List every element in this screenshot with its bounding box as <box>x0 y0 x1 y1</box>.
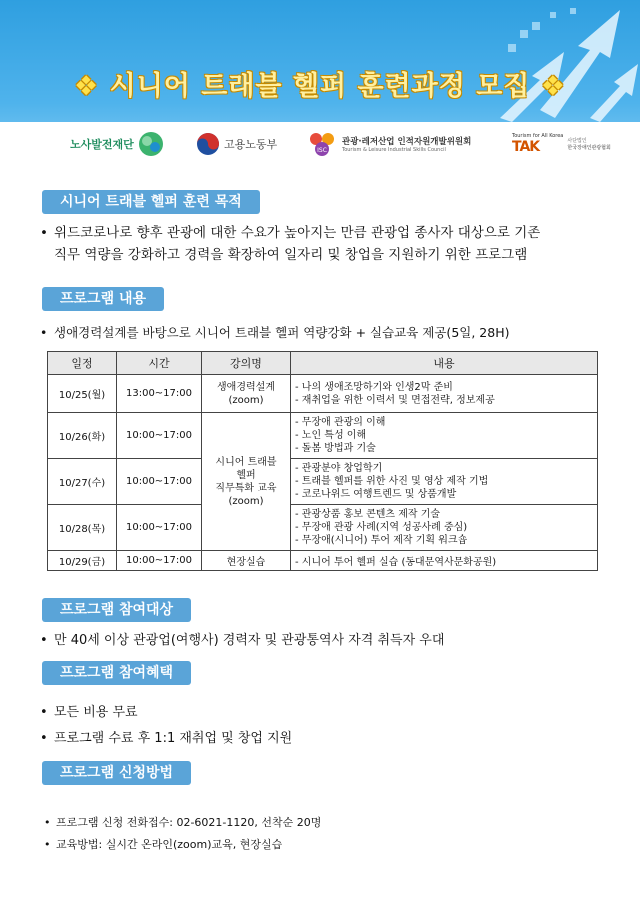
cell-time: 10:00~17:00 <box>117 505 202 551</box>
purpose-line: 직무 역량을 강화하고 경력을 확장하여 일자리 및 창업을 지원하기 위한 프로그램 <box>54 247 528 263</box>
cell-date: 10/27(수) <box>48 459 117 505</box>
section-heading-content: 프로그램 내용 <box>42 287 164 311</box>
bullet-icon: • <box>40 633 48 648</box>
logo-tak-badge: TAK <box>512 139 540 155</box>
logo-tak-text: 한국장애인관광협회 <box>567 145 611 151</box>
cell-course <box>202 375 291 413</box>
schedule-table <box>47 351 598 571</box>
target-text <box>40 630 444 652</box>
logo-isc-text: 관광·레저산업 인적자원개발위원회 <box>342 137 472 147</box>
purpose-text <box>40 222 540 266</box>
cell-course: 현장실습 <box>202 551 291 571</box>
cell-course-merged <box>202 413 291 551</box>
diamond-icon: ❖ <box>540 71 566 102</box>
logo-tak-sub: Tourism for All Korea <box>512 133 564 139</box>
content-item: - 재취업을 위한 이력서 및 면접전략, 정보제공 <box>295 394 495 406</box>
page-title <box>0 64 640 103</box>
purpose-line: 위드코로나로 향후 관광에 대한 수요가 높아지는 만큼 관광업 종사자 대상으로 기존 <box>54 225 541 241</box>
cell-content <box>291 375 598 413</box>
content-item: - 관광분야 창업학기 <box>295 463 383 474</box>
benefit-line: 프로그램 수료 후 1:1 재취업 및 창업 지원 <box>54 731 293 746</box>
cell-time: 10:00~17:00 <box>117 551 202 571</box>
leaf-icon <box>138 131 164 157</box>
logo-tak-prefix: 사단법인 <box>567 138 587 144</box>
cell-date: 10/28(목) <box>48 505 117 551</box>
section-heading-apply: 프로그램 신청방법 <box>42 761 191 785</box>
table-row <box>48 505 598 551</box>
isc-badge-text: ISC <box>317 147 327 154</box>
content-item: - 무장애 관광의 이해 <box>295 417 386 428</box>
bullet-icon: • <box>40 325 48 340</box>
section-heading-benefit: 프로그램 참여혜택 <box>42 661 191 685</box>
benefit-line: 모든 비용 무료 <box>54 705 138 720</box>
bullet-icon: • <box>40 225 48 241</box>
logo-moel-text: 고용노동부 <box>224 138 278 151</box>
cell-time: 10:00~17:00 <box>117 413 202 459</box>
content-item: - 돌봄 방법과 기술 <box>295 443 376 454</box>
section-heading-purpose: 시니어 트래블 헬퍼 훈련 목적 <box>42 190 260 214</box>
logo-moel <box>196 130 277 158</box>
table-row <box>48 551 598 571</box>
cell-time: 13:00~17:00 <box>117 375 202 413</box>
logo-isc <box>308 130 471 158</box>
table-row <box>48 459 598 505</box>
bullet-icon: • <box>40 731 48 746</box>
bullet-icon: • <box>40 705 48 720</box>
content-item: - 무장애(시니어) 투어 제작 기획 워크숍 <box>295 535 468 546</box>
cell-content <box>291 505 598 551</box>
content-item: - 관광상품 홍보 콘텐츠 제작 기술 <box>295 509 441 520</box>
logo-nosa <box>70 130 164 158</box>
arrows-decoration-icon <box>480 0 640 122</box>
logo-nosa-text: 노사발전재단 <box>70 138 134 151</box>
cell-content <box>291 413 598 459</box>
table-header: 일정 <box>48 352 117 375</box>
content-line: 생애경력설계를 바탕으로 시니어 트래블 헬퍼 역량강화 + 실습교육 제공(5일, 28H) <box>54 325 510 340</box>
diamond-icon: ❖ <box>74 71 100 102</box>
cell-date: 10/25(월) <box>48 375 117 413</box>
page-title-text: 시니어 트래블 헬퍼 훈련과정 모집 <box>109 71 531 102</box>
cell-date: 10/29(금) <box>48 551 117 571</box>
table-header: 시간 <box>117 352 202 375</box>
table-header: 강의명 <box>202 352 291 375</box>
bullet-icon: • <box>44 816 51 829</box>
content-item: - 무장애 관광 사례(지역 성공사례 중심) <box>295 522 468 533</box>
cell-date: 10/26(화) <box>48 413 117 459</box>
content-item: - 코로나위드 여행트렌드 및 상품개발 <box>295 489 457 500</box>
cell-content: - 시니어 투어 헬퍼 실습 (동대문역사문화공원) <box>291 551 598 571</box>
benefit-text <box>40 700 292 752</box>
content-item: - 트래블 헬퍼를 위한 사진 및 영상 제작 기법 <box>295 476 489 487</box>
bullet-icon: • <box>44 838 51 851</box>
section-heading-target: 프로그램 참여대상 <box>42 598 191 622</box>
table-row <box>48 375 598 413</box>
table-row <box>48 413 598 459</box>
course-line: 시니어 트래블 <box>215 456 277 468</box>
course-line: (zoom) <box>228 394 264 406</box>
isc-badge-icon <box>308 131 338 157</box>
apply-line: 교육방법: 실시간 온라인(zoom)교육, 현장실습 <box>56 838 283 851</box>
logo-isc-sub: Tourism & Leisure Industrial Skills Council <box>342 147 446 153</box>
course-line: (zoom) <box>228 495 264 507</box>
content-text <box>40 322 509 344</box>
target-line: 만 40세 이상 관광업(여행사) 경력자 및 관광통역사 자격 취득자 우대 <box>54 633 445 648</box>
content-item: - 노인 특성 이해 <box>295 430 367 441</box>
course-line: 직무특화 교육 <box>215 482 277 494</box>
table-header: 내용 <box>291 352 598 375</box>
cell-time: 10:00~17:00 <box>117 459 202 505</box>
course-line: 생애경력설계 <box>217 381 275 393</box>
logo-tak <box>512 130 611 158</box>
content-item: - 나의 생애조망하기와 인생2막 준비 <box>295 381 453 393</box>
cell-content <box>291 459 598 505</box>
taegeuk-icon <box>196 132 220 156</box>
apply-text <box>44 815 321 853</box>
table-header-row <box>48 352 598 375</box>
apply-line: 프로그램 신청 전화접수: 02-6021-1120, 선착순 20명 <box>56 816 322 829</box>
course-line: 헬퍼 <box>236 469 256 481</box>
